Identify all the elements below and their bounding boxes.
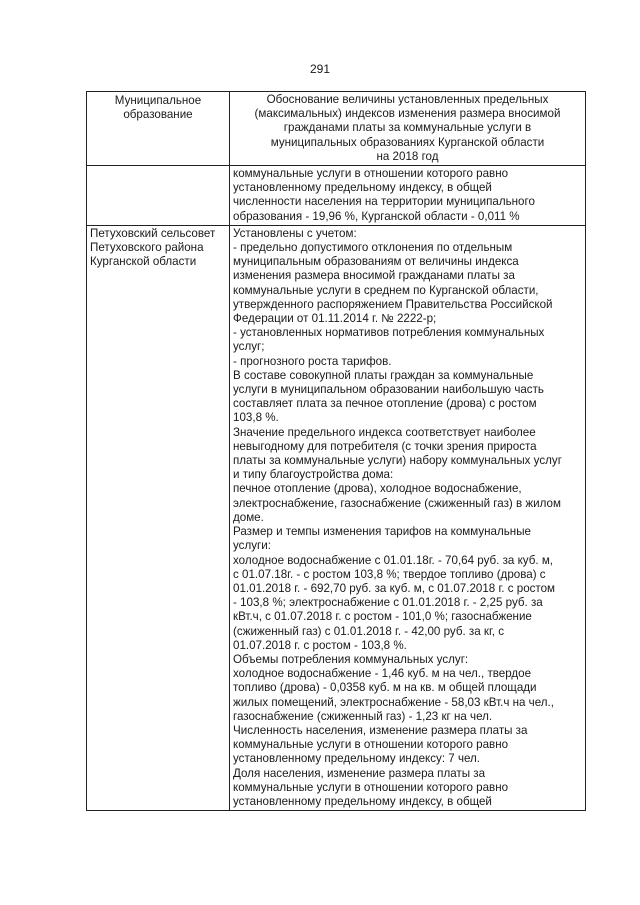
text-line: услуги в муниципальном образовании наибольшую часть <box>233 383 544 397</box>
text-line: установленному предельному индексу, в общей <box>233 181 492 195</box>
text-line: образования - 19,96 %, Курганской области - 0,011 % <box>233 209 520 223</box>
municipality-line: Петуховский сельсовет <box>90 226 216 240</box>
municipality-line: Петуховского района <box>90 241 204 255</box>
text-line: доме. <box>233 510 264 524</box>
tariff-index-table <box>86 91 586 811</box>
text-line: жилых помещений, электроснабжение - 58,03 кВт.ч на чел., <box>233 695 554 709</box>
text-line: 103,8 %. <box>233 411 279 425</box>
text-line: Численность населения, изменение размера платы за <box>233 723 528 737</box>
text-line: топливо (дрова) - 0,0358 куб. м на кв. м общей площади <box>233 681 537 695</box>
table-header-row <box>87 92 586 166</box>
text-line: Доля населения, изменение размера платы за <box>233 766 486 780</box>
header-text-line: на 2018 год <box>376 149 439 163</box>
municipality-cell <box>87 225 230 810</box>
text-line: с 01.07.18г. - с ростом 103,8 %; твердое топливо (дрова) с <box>233 567 546 581</box>
text-line: установленному предельному индексу, в общей <box>233 794 492 808</box>
text-line: установленному предельному индексу: 7 чел. <box>233 752 481 766</box>
text-line: коммунальные услуги в отношении которого равно <box>233 738 509 752</box>
text-line: услуг; <box>233 340 265 354</box>
text-line: - 103,8 %; электроснабжение с 01.01.2018 г. - 2,25 руб. за <box>233 596 543 610</box>
justification-cell <box>230 225 586 810</box>
text-line: 01.07.2018 г. с ростом - 103,8 %. <box>233 638 407 652</box>
municipality-cell-empty <box>87 166 230 226</box>
text-line: невыгодному для потребителя (с точки зрения прироста <box>233 439 537 453</box>
text-line: холодное водоснабжение с 01.01.18г. - 70,64 руб. за куб. м, <box>233 553 554 567</box>
text-line: электроснабжение, газоснабжение (сжиженный газ) в жилом <box>233 496 561 510</box>
table-row-petukhovsky <box>87 225 586 810</box>
text-line: муниципальным образованиям от величины индекса <box>233 255 519 269</box>
text-line: газоснабжение (сжиженный газ) - 1,23 кг на чел. <box>233 709 493 723</box>
text-line: услуги: <box>233 539 271 553</box>
justification-cell-continuation <box>230 166 586 226</box>
header-justification <box>230 92 586 166</box>
text-line: Объемы потребления коммунальных услуг: <box>233 652 469 666</box>
text-line: коммунальные услуги в среднем по Курганской области, <box>233 283 539 297</box>
text-line: Установлены с учетом: <box>233 226 357 240</box>
text-line: Размер и темпы изменения тарифов на коммунальные <box>233 525 531 539</box>
header-municipality <box>87 92 230 166</box>
text-line: 01.01.2018 г. - 692,70 руб. за куб. м, с 01.07.2018 г. с ростом <box>233 581 556 595</box>
header-text-line: (максимальных) индексов изменения размера вносимой <box>254 107 561 121</box>
text-line: численности населения на территории муниципального <box>233 195 535 209</box>
text-line: - предельно допустимого отклонения по отдельным <box>233 241 513 255</box>
text-line: и типу благоустройства дома: <box>233 468 394 482</box>
text-line: коммунальные услуги в отношении которого равно <box>233 780 509 794</box>
text-line: В составе совокупной платы граждан за коммунальные <box>233 368 534 382</box>
text-line: - установленных нормативов потребления коммунальных <box>233 326 545 340</box>
text-line: составляет плата за печное отопление (дрова) с ростом <box>233 397 537 411</box>
header-text-line: гражданами платы за коммунальные услуги в <box>283 121 532 135</box>
text-line: кВт.ч, с 01.07.2018 г. с ростом - 101,0 %; газоснабжение <box>233 610 532 624</box>
text-line: (сжиженный газ) с 01.01.2018 г. - 42,00 руб. за кг, с <box>233 624 505 638</box>
page-number: 291 <box>309 62 331 76</box>
header-text-line: муниципальных образованиях Курганской области <box>270 135 545 149</box>
text-line: утвержденного распоряжением Правительства Российской <box>233 297 553 311</box>
header-text-line: Муниципальное <box>114 94 202 107</box>
header-text-line: образование <box>123 108 193 122</box>
text-line: Федерации от 01.11.2014 г. № 2222-р; <box>233 312 437 326</box>
text-line: коммунальные услуги в отношении которого равно <box>233 167 509 181</box>
text-line: изменения размера вносимой гражданами платы за <box>233 269 515 283</box>
text-line: платы за коммунальные услуги) набору коммунальных услуг <box>233 454 562 468</box>
text-line: - прогнозного роста тарифов. <box>233 354 392 368</box>
municipality-line: Курганской области <box>90 255 197 269</box>
text-line: печное отопление (дрова), холодное водоснабжение, <box>233 482 522 496</box>
text-line: Значение предельного индекса соответствует наиболее <box>233 425 536 439</box>
header-text-line: Обоснование величины установленных предельных <box>266 93 549 106</box>
text-line: холодное водоснабжение - 1,46 куб. м на чел., твердое <box>233 667 532 681</box>
table-row-continuation <box>87 166 586 226</box>
